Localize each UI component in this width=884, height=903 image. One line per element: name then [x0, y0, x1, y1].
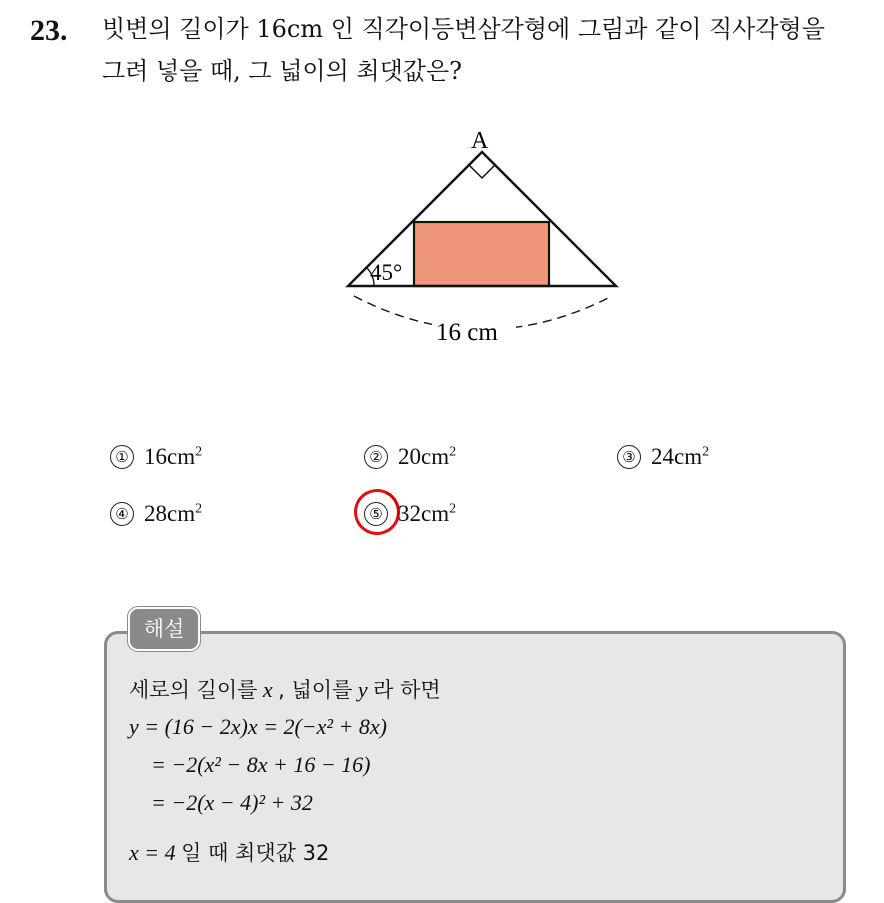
choice-2[interactable]: [364, 444, 456, 471]
angle-label: 45°: [370, 260, 403, 285]
solution-equation-1: y = (16 − 2x)x = 2(−x² + 8x): [129, 714, 387, 739]
choice-number-icon: ①: [110, 445, 134, 469]
base-length-label: 16 cm: [436, 319, 498, 346]
solution-conclusion: x = 4 일 때 최댓값 32: [129, 840, 330, 865]
choice-value: $16cm^2$: [144, 444, 203, 469]
solution-box: [104, 631, 846, 903]
choice-value: $20cm^2$: [398, 444, 457, 469]
question-text-line1: 빗변의 길이가 16cm 인 직각이등변삼각형에 그림과 같이 직사각형을: [102, 15, 825, 43]
solution-tab-label: 해설: [128, 607, 200, 651]
solution-line-1: 세로의 길이를 x , 넓이를 y 라 하면: [129, 677, 441, 702]
choice-3[interactable]: [617, 444, 709, 471]
vertex-label-a: A: [471, 128, 489, 154]
choice-4[interactable]: [110, 501, 202, 528]
solution-equation-3: = −2(x − 4)² + 32: [151, 790, 313, 815]
choice-value: $32cm^2$: [398, 501, 457, 526]
triangle-figure: [340, 118, 630, 362]
choice-value: $28cm^2$: [144, 501, 203, 526]
choice-value: $24cm^2$: [651, 444, 710, 469]
choice-number-icon: ④: [110, 502, 134, 526]
choice-1[interactable]: [110, 444, 202, 471]
question-text-line2: 그려 넣을 때, 그 넓이의 최댓값은?: [102, 57, 463, 85]
choice-number-icon: ②: [364, 445, 388, 469]
right-angle-mark: [469, 165, 495, 178]
choice-5[interactable]: [364, 501, 456, 528]
choice-number-icon: ③: [617, 445, 641, 469]
choice-number-icon: ⑤: [364, 502, 388, 526]
inscribed-rectangle: [414, 222, 549, 286]
question-number: 23.: [30, 14, 68, 47]
solution-equation-2: = −2(x² − 8x + 16 − 16): [151, 752, 371, 777]
